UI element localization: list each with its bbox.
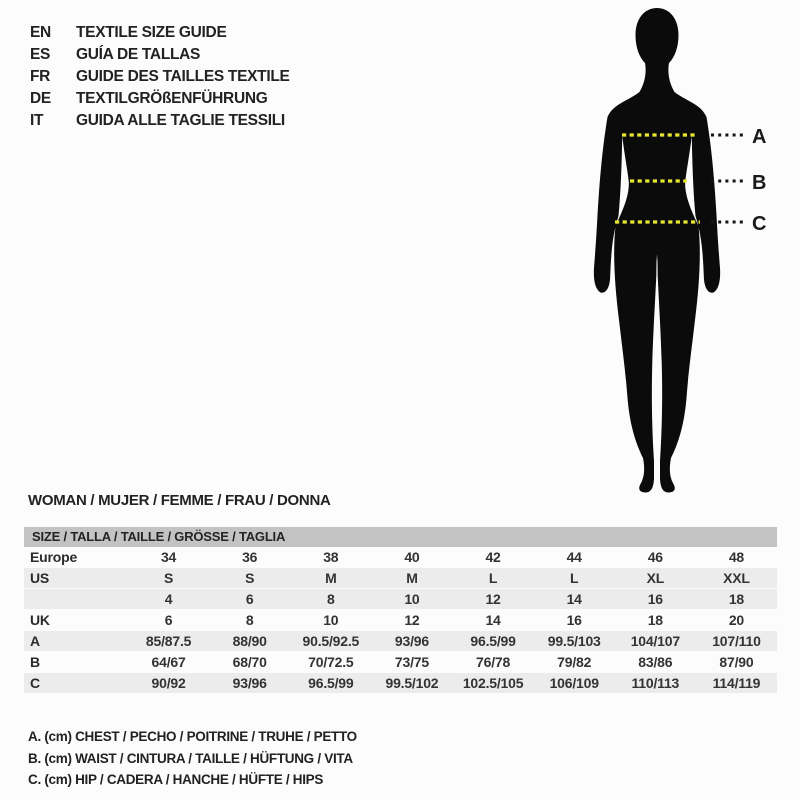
size-cell: 79/82 [534,652,615,673]
size-cell: 76/78 [453,652,534,673]
lang-code: DE [30,90,51,107]
row-label: B [24,652,128,673]
size-cell: S [128,568,209,589]
lang-row-de [30,88,290,110]
measurement-legend [28,726,357,791]
size-cell: XL [615,568,696,589]
table-row-europe [24,547,777,568]
size-cell: 18 [615,610,696,631]
size-cell: 40 [371,547,452,568]
measure-label-b: B [752,172,767,194]
size-cell: 6 [128,610,209,631]
table-row-us-numeric [24,589,777,610]
size-table-wrap [24,527,777,694]
table-row-waist [24,652,777,673]
size-cell: S [209,568,290,589]
size-cell: 46 [615,547,696,568]
lang-row-it [30,110,290,132]
row-label: Europe [24,547,128,568]
size-cell: 99.5/103 [534,631,615,652]
size-cell: 64/67 [128,652,209,673]
lang-code: FR [30,68,51,85]
size-cell: L [453,568,534,589]
size-cell: 10 [290,610,371,631]
size-cell: 70/72.5 [290,652,371,673]
size-cell: 34 [128,547,209,568]
lang-code: ES [30,46,51,63]
lang-label: GUIDE DES TAILLES TEXTILE [76,68,290,85]
size-cell: 90/92 [128,673,209,694]
size-cell: L [534,568,615,589]
size-cell: 8 [209,610,290,631]
size-cell: 90.5/92.5 [290,631,371,652]
size-cell: 114/119 [696,673,777,694]
size-cell: 88/90 [209,631,290,652]
size-cell: 14 [534,589,615,610]
size-cell: 16 [615,589,696,610]
lang-label: TEXTILGRÖßENFÜHRUNG [76,90,268,107]
size-cell: 6 [209,589,290,610]
legend-line-chest: A. (cm) CHEST / PECHO / POITRINE / TRUHE / PETTO [28,729,357,744]
woman-silhouette [594,8,720,493]
size-cell: 83/86 [615,652,696,673]
size-cell: 38 [290,547,371,568]
lang-label: GUÍA DE TALLAS [76,46,201,63]
size-cell: 96.5/99 [453,631,534,652]
legend-line-waist: B. (cm) WAIST / CINTURA / TAILLE / HÜFTUNG / VITA [28,750,353,766]
table-row-uk [24,610,777,631]
lang-label: GUIDA ALLE TAGLIE TESSILI [76,112,285,129]
lang-row-es [30,44,290,66]
size-cell: 14 [453,610,534,631]
size-table [24,547,777,694]
size-cell: 93/96 [209,673,290,694]
size-cell: 36 [209,547,290,568]
row-label: UK [24,610,128,631]
size-cell: 93/96 [371,631,452,652]
size-cell: M [371,568,452,589]
size-cell: 107/110 [696,631,777,652]
size-cell: 85/87.5 [128,631,209,652]
size-cell: 16 [534,610,615,631]
size-cell: 10 [371,589,452,610]
row-label: A [24,631,128,652]
size-cell: 96.5/99 [290,673,371,694]
table-row-chest [24,631,777,652]
woman-silhouette-left [594,8,657,493]
size-cell: XXL [696,568,777,589]
size-cell: 44 [534,547,615,568]
lang-label: TEXTILE SIZE GUIDE [76,24,227,41]
size-cell: 12 [453,589,534,610]
size-cell: 68/70 [209,652,290,673]
size-cell: M [290,568,371,589]
section-title: WOMAN / MUJER / FEMME / FRAU / DONNA [28,492,331,509]
size-cell: 87/90 [696,652,777,673]
row-label: US [24,568,128,589]
size-cell: 42 [453,547,534,568]
lang-code: EN [30,24,51,41]
size-cell: 8 [290,589,371,610]
size-cell: 73/75 [371,652,452,673]
measure-label-c: C [752,213,767,235]
woman-silhouette-right [657,8,720,493]
lang-row-fr [30,66,290,88]
table-row-us [24,568,777,589]
language-list [30,22,290,132]
silhouette-figure [560,0,800,500]
size-cell: 12 [371,610,452,631]
measure-label-a: A [752,126,767,148]
size-table-header: SIZE / TALLA / TAILLE / GRÖSSE / TAGLIA [24,527,777,547]
size-cell: 106/109 [534,673,615,694]
lang-code: IT [30,112,44,129]
size-cell: 20 [696,610,777,631]
size-cell: 18 [696,589,777,610]
size-cell: 99.5/102 [371,673,452,694]
size-cell: 110/113 [615,673,696,694]
row-label: C [24,673,128,694]
lang-row-en [30,22,290,44]
size-cell: 104/107 [615,631,696,652]
row-label [24,589,128,610]
size-cell: 4 [128,589,209,610]
table-row-hip [24,673,777,694]
legend-line-hip: C. (cm) HIP / CADERA / HANCHE / HÜFTE / HIPS [28,772,324,787]
size-cell: 48 [696,547,777,568]
size-cell: 102.5/105 [453,673,534,694]
